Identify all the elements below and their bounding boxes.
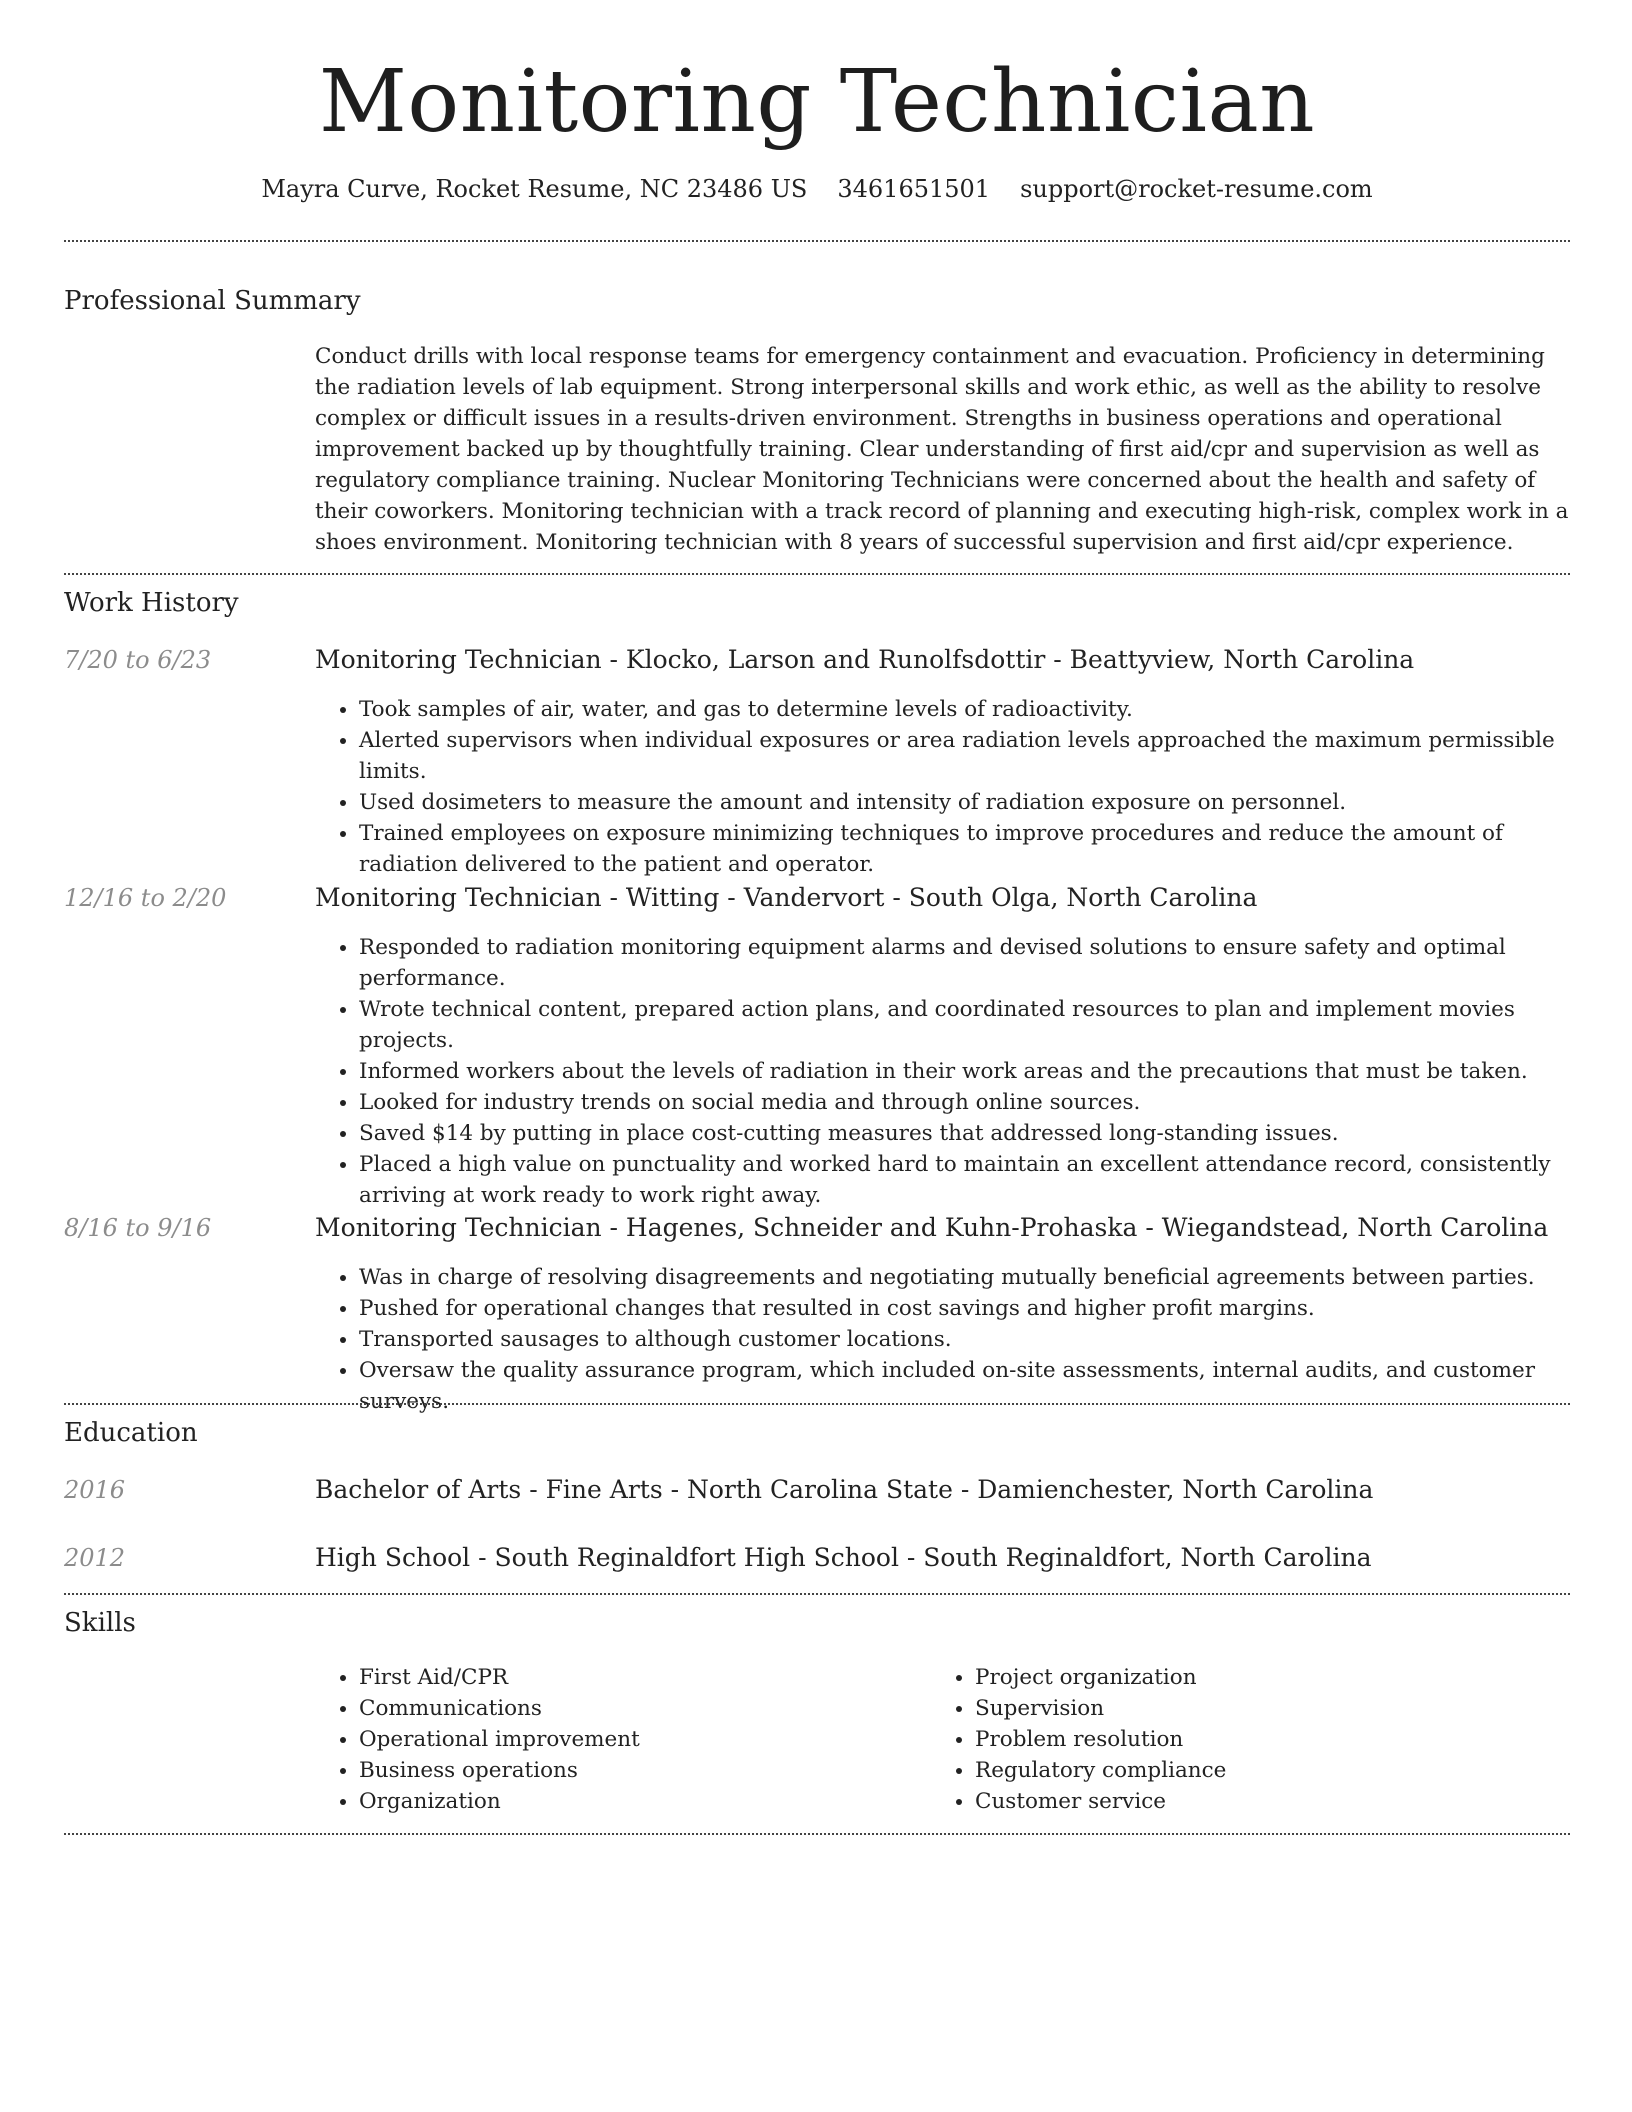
list-item: • Alerted supervisors when individual exposures or area radiation levels approached the maximum permissible limits. [359,725,1570,787]
section-divider [64,1593,1570,1595]
list-item: • Trained employees on exposure minimizing techniques to improve procedures and reduce the amount of radiation delivered to the patient and operator. [359,818,1570,880]
skill-item: • Operational improvement [359,1724,930,1755]
list-item: • Oversaw the quality assurance program, which included on-site assessments, internal audits, and customer surveys. [359,1355,1570,1417]
skills-list-left [315,1662,930,1817]
job-title [315,644,1570,676]
list-item: • Pushed for operational changes that resulted in cost savings and higher profit margins. [359,1293,1570,1324]
education-degree: High School [315,1543,471,1572]
section-divider [64,1833,1570,1835]
list-item: • Was in charge of resolving disagreements and negotiating mutually beneficial agreements between parties. [359,1262,1570,1293]
job-title [315,1212,1570,1244]
job-role: Monitoring Technician [315,883,602,912]
contact-address: Mayra Curve, Rocket Resume, NC 23486 US [261,175,808,203]
list-item: • Looked for industry trends on social media and through online sources. [359,1087,1570,1118]
education-details: - North Carolina State - Damienchester, North Carolina [662,1475,1374,1504]
section-divider [64,240,1570,242]
skill-item: • Problem resolution [975,1724,1546,1755]
contact-phone: 3461651501 [837,175,991,203]
section-divider [64,1403,1570,1405]
job-title [315,882,1570,914]
job-bullets [315,932,1570,1211]
skill-item: • Organization [359,1786,930,1817]
skill-item: • Regulatory compliance [975,1755,1546,1786]
education-entry [315,1474,1570,1506]
education-heading: Education [64,1418,198,1448]
list-item: • Responded to radiation monitoring equipment alarms and devised solutions to ensure safety and optimal performance. [359,932,1570,994]
job-bullets [315,1262,1570,1417]
list-item: • Took samples of air, water, and gas to determine levels of radioactivity. [359,694,1570,725]
summary-text: Conduct drills with local response teams for emergency containment and evacuation. Proficiency in determining the radiation levels of lab equipment. Strong interpersonal skills and work ethic, as well as the ability to resolve complex or difficult issues in a results-driven environment. Strengths in business operations and operational improvement backed up by thoughtfully training. Clear understanding of first aid/cpr and supervision as well as regulatory compliance training. Nuclear Monitoring Technicians were concerned about the health and safety of their coworkers. Monitoring technician with a track record of planning and executing high-risk, complex work in a shoes environment. Monitoring technician with 8 years of successful supervision and first aid/cpr experience. [315,344,1569,555]
summary-heading: Professional Summary [64,286,361,316]
job-role: Monitoring Technician [315,645,602,674]
job-dates: 7/20 to 6/23 [64,646,212,674]
skill-item: • First Aid/CPR [359,1662,930,1693]
list-item: • Used dosimeters to measure the amount and intensity of radiation exposure on personnel. [359,787,1570,818]
list-item: • Placed a high value on punctuality and worked hard to maintain an excellent attendance record, consistently arriving at work ready to work right away. [359,1149,1570,1211]
list-item: • Wrote technical content, prepared action plans, and coordinated resources to plan and implement movies projects. [359,994,1570,1056]
job-details: - Klocko, Larson and Runolfsdottir - Beattyview, North Carolina [601,645,1415,674]
contact-line [64,172,1570,206]
work-history-heading: Work History [64,588,239,618]
education-details: - South Reginaldfort High School - South Reginaldfort, North Carolina [470,1543,1372,1572]
list-item: • Transported sausages to although customer locations. [359,1324,1570,1355]
list-item: • Saved $14 by putting in place cost-cutting measures that addressed long-standing issues. [359,1118,1570,1149]
job-details: - Hagenes, Schneider and Kuhn-Prohaska - Wiegandstead, North Carolina [601,1213,1549,1242]
job-details: - Witting - Vandervort - South Olga, North Carolina [601,883,1258,912]
skills-list-right [931,1662,1546,1817]
education-year: 2012 [64,1544,126,1572]
contact-email: support@rocket-resume.com [1020,175,1373,203]
section-divider [64,573,1570,575]
job-dates: 8/16 to 9/16 [64,1214,212,1242]
skill-item: • Customer service [975,1786,1546,1817]
resume-title: Monitoring Technician [318,52,1316,152]
skill-item: • Project organization [975,1662,1546,1693]
education-year: 2016 [64,1476,126,1504]
skills-heading: Skills [64,1608,136,1638]
job-bullets [315,694,1570,880]
skill-item: • Communications [359,1693,930,1724]
job-dates: 12/16 to 2/20 [64,884,227,912]
education-degree: Bachelor of Arts - Fine Arts [315,1475,663,1504]
skill-item: • Business operations [359,1755,930,1786]
job-role: Monitoring Technician [315,1213,602,1242]
list-item: • Informed workers about the levels of radiation in their work areas and the precautions that must be taken. [359,1056,1570,1087]
education-entry [315,1542,1570,1574]
skill-item: • Supervision [975,1693,1546,1724]
